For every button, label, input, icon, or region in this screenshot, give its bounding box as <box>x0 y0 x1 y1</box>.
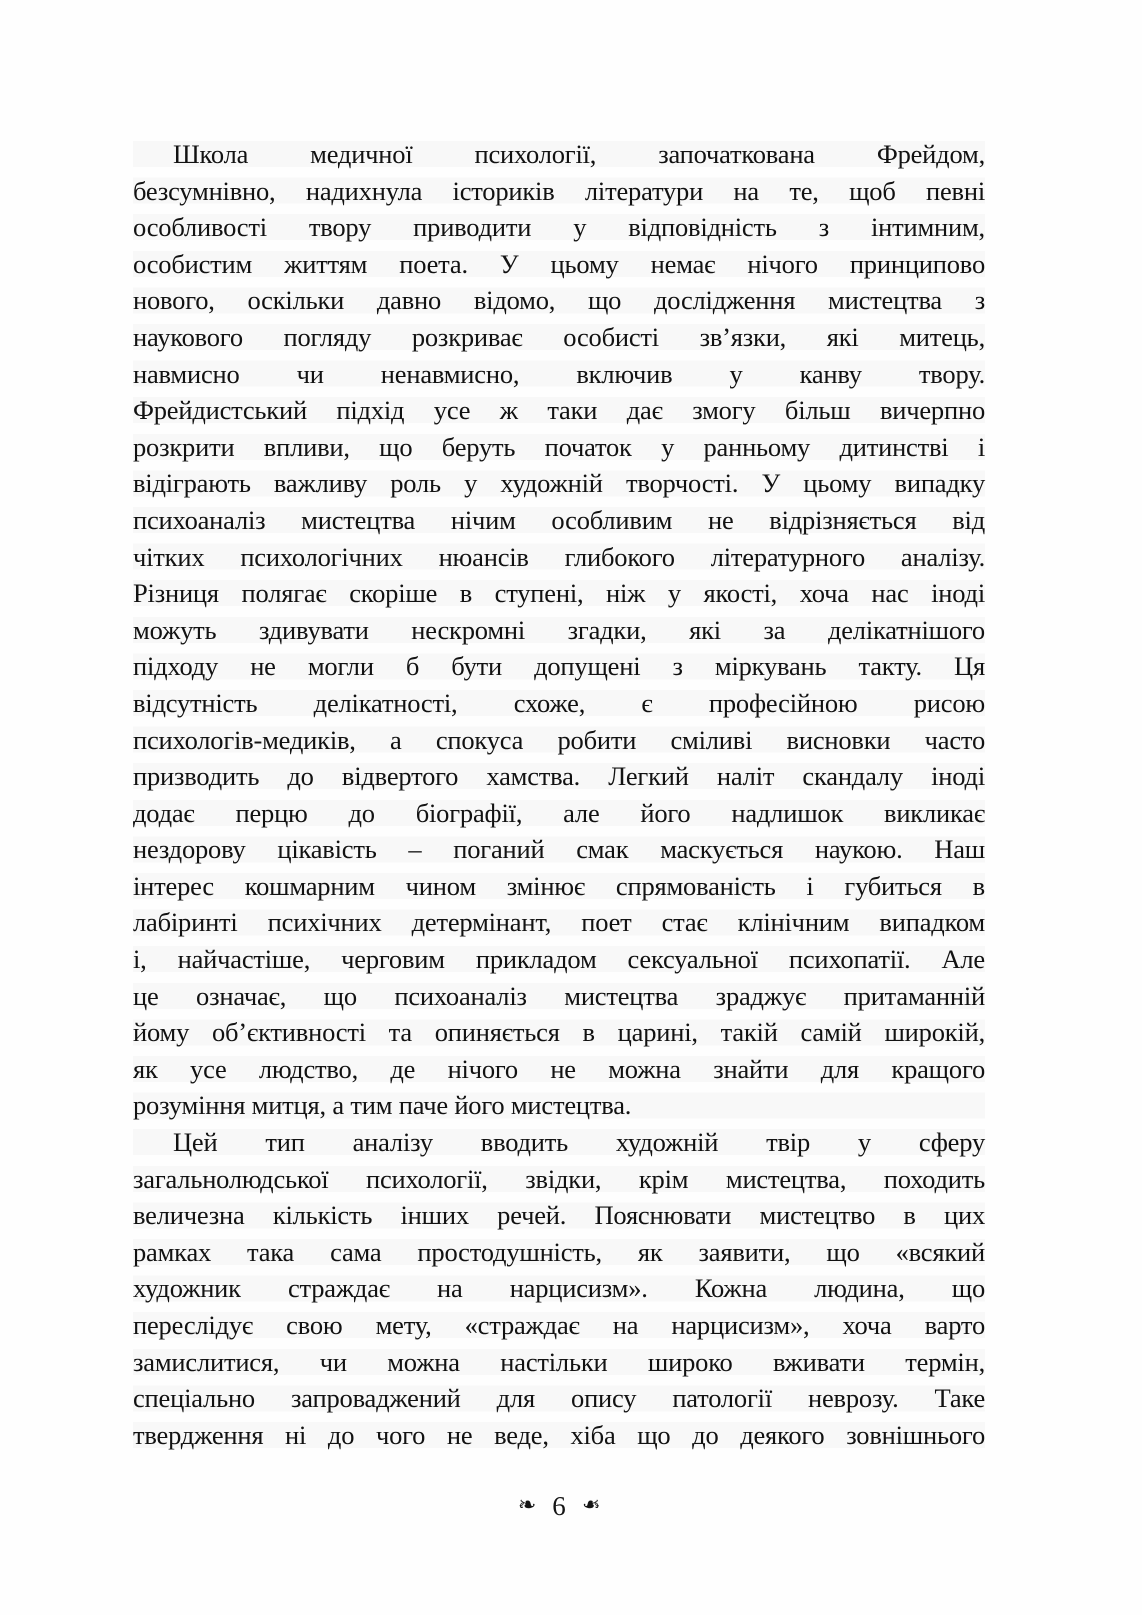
text-line: психологів-медиків, а спокуса робити сміливі висновки часто <box>133 724 985 755</box>
text-line: переслідує свою мету, «страждає на нарцисизм», хоча варто <box>133 1310 985 1340</box>
text-line: чітких психологічних нюансів глибокого літературного аналізу. <box>133 541 985 572</box>
text-line: підходу не могли б бути допущені з міркувань такту. Ця <box>133 651 985 682</box>
text-line: нового, оскільки давно відомо, що дослідження мистецтва з <box>133 285 985 316</box>
text-line: лабіринті психічних детермінант, поет стає клінічним випадком <box>133 907 985 938</box>
text-line: замислитися, чи можна настільки широко вживати термін, <box>133 1346 985 1377</box>
text-line: загальнолюдської психології, звідки, крім мистецтва, походить <box>133 1163 985 1194</box>
text-line: особливості твору приводити у відповідність з інтимним, <box>133 212 985 243</box>
text-line: наукового погляду розкриває особисті зв’язки, які митець, <box>133 321 985 352</box>
text-line: і, найчастіше, черговим прикладом сексуальної психопатії. Але <box>133 944 985 975</box>
body-text <box>133 136 985 1453</box>
text-line: йому об’єктивності та опиняється в царині, такій самій широкій, <box>133 1017 985 1048</box>
text-line: відіграють важливу роль у художній творчості. У цьому випадку <box>133 468 985 499</box>
text-line: твердження ні до чого не веде, хіба що до деякого зовнішнього <box>133 1419 985 1450</box>
text-line: це означає, що психоаналіз мистецтва зраджує притаманній <box>133 980 985 1011</box>
text-line: навмисно чи ненавмисно, включив у канву твору. <box>133 358 985 389</box>
text-line: розкрити впливи, що беруть початок у ранньому дитинстві і <box>133 431 985 462</box>
page-footer <box>133 1484 985 1528</box>
text-line: розуміння митця, а тим паче його мистецтва. <box>133 1090 632 1121</box>
text-line: Фрейдистський підхід усе ж таки дає змогу більш вичерпно <box>133 395 985 426</box>
floral-ornament-left-icon: ❧ <box>517 1493 537 1518</box>
text-line: спеціально запроваджений для опису патології неврозу. Таке <box>133 1383 985 1414</box>
text-line: можуть здивувати нескромні згадки, які за делікатнішого <box>133 614 985 645</box>
text-line: Різниця полягає скоріше в ступені, ніж у якості, хоча нас іноді <box>133 578 985 609</box>
text-line: відсутність делікатності, схоже, є професійною рисою <box>133 687 985 718</box>
text-line: психоаналіз мистецтва нічим особливим не відрізняється від <box>133 504 985 535</box>
text-line: художник страждає на нарцисизм». Кожна людина, що <box>133 1273 985 1304</box>
text-line: нездорову цікавість – поганий смак маскується наукою. Наш <box>133 834 985 865</box>
text-line: як усе людство, де нічого не можна знайти для кращого <box>133 1053 985 1084</box>
text-line: особистим життям поета. У цьому немає нічого принципово <box>133 248 985 279</box>
floral-ornament-right-icon: ❧ <box>581 1493 601 1518</box>
page-number: 6 <box>552 1490 566 1521</box>
text-line: Школа медичної психології, започаткована Фрейдом, <box>173 139 985 169</box>
text-line: безсумнівно, надихнула істориків літератури на те, щоб певні <box>133 175 985 206</box>
text-line: Цей тип аналізу вводить художній твір у сферу <box>173 1127 985 1158</box>
text-line: інтерес кошмарним чином змінює спрямованість і губиться в <box>133 870 985 901</box>
text-line: призводить до відвертого хамства. Легкий наліт скандалу іноді <box>133 761 985 792</box>
text-line: величезна кількість інших речей. Пояснювати мистецтво в цих <box>133 1200 985 1231</box>
text-line: рамках така сама простодушність, як заявити, що «всякий <box>133 1236 985 1267</box>
text-line: додає перцю до біографії, але його надлишок викликає <box>133 797 985 828</box>
